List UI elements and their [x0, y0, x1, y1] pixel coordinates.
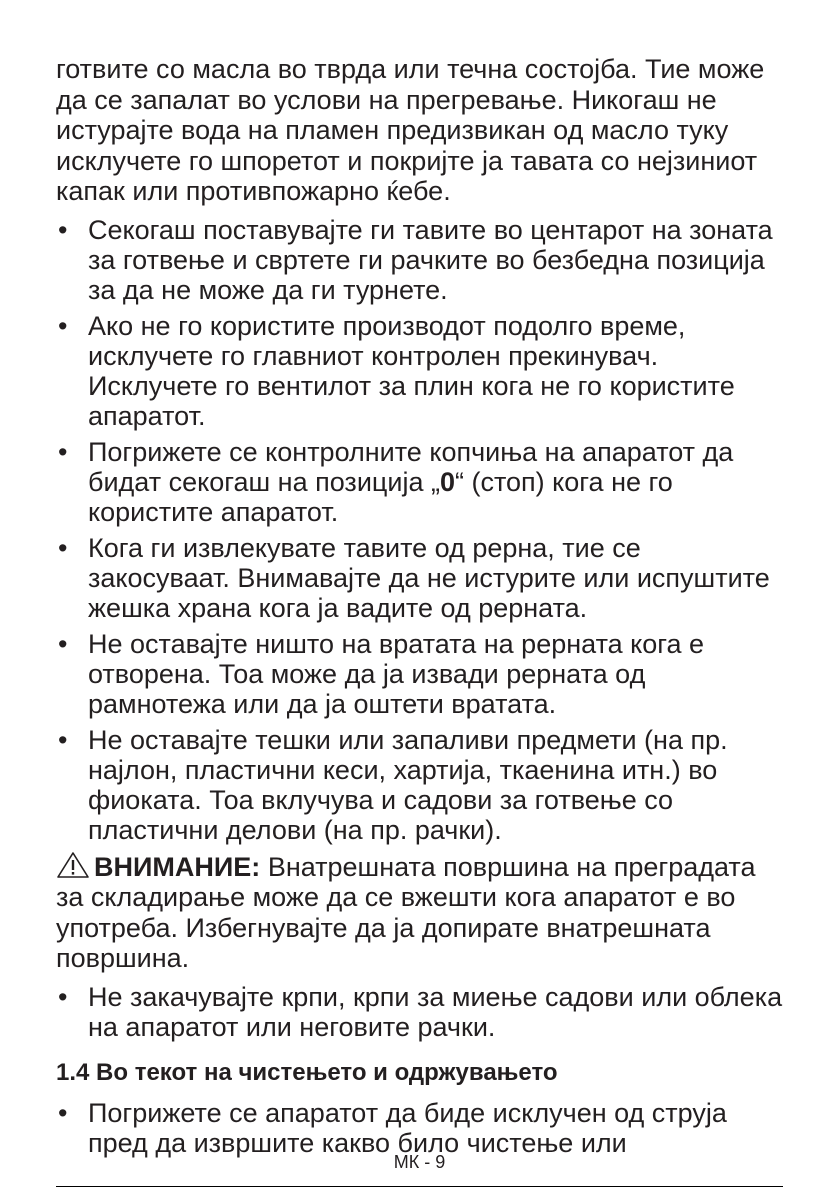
bullet-list-3	[56, 1098, 784, 1158]
list-item: • Погрижете се апаратот да биде исклучен од струја пред да извршите какво било чистење или	[58, 1097, 727, 1158]
intro-paragraph: готвите со масла во тврда или течна состојба. Тие може да се запалат во услови на прегревање. Никогаш не истурајте вода на пламен предизвикан од масло туку исклучете го шпоретот и покријте ја тавата со нејзиниот капак или противпожарно ќебе.	[56, 54, 765, 206]
warning-text: Внатрешната површина на преградата за складирање може да се вжешти кога апаратот е во употреба. Избегнувајте да ја допирате внатрешната површина.	[56, 851, 756, 973]
footer-rule	[56, 1186, 783, 1187]
warning-triangle-icon	[56, 851, 90, 879]
warning-title: ВНИМАНИЕ:	[94, 851, 261, 882]
bullet-dot: •	[58, 724, 68, 755]
list-item: • Погрижете се контролните копчиња на апаратот да бидат секогаш на позиција „0“ (стоп) кога не го користите апаратот.	[58, 436, 734, 527]
bullet-dot: •	[58, 310, 68, 341]
list-item: • Ако не го користите производот подолго време, исклучете го главниот контролен прекинувач. Исклучете го вентилот за плин кога не го користите апаратот.	[58, 310, 735, 431]
bullet-dot: •	[58, 981, 68, 1012]
section-heading: 1.4 Во текот на чистењето и одржувањето	[56, 1058, 558, 1086]
bullet-dot: •	[58, 532, 68, 563]
page-content	[56, 54, 784, 1164]
bullet-dot: •	[58, 436, 68, 467]
bullet-dot: •	[58, 1097, 68, 1128]
list-item: • Секогаш поставувајте ги тавите во центарот на зоната за готвење и свртете ги рачките во безбедна позиција за да не може да ги турнете.	[58, 214, 773, 305]
bullet-list-2	[56, 982, 784, 1042]
bullet-dot: •	[58, 214, 68, 245]
list-item: • Не оставајте ништо на вратата на рерната кога е отворена. Тоа може да ја извади рерната од рамнотежа или да ја оштети вратата.	[58, 628, 705, 719]
stop-position-value: 0	[439, 466, 455, 497]
page-number: МК - 9	[393, 1152, 446, 1172]
list-item: • Не закачувајте крпи, крпи за миење садови или облека на апаратот или неговите рачки.	[58, 981, 783, 1042]
list-item: • Кога ги извлекувате тавите од рерна, тие се закосуваат. Внимавајте да не истурите или испуштите жешка храна кога ја вадите од рерната.	[58, 532, 770, 623]
warning-paragraph	[56, 851, 784, 974]
bullet-dot: •	[58, 628, 68, 659]
bullet-list-1	[56, 215, 784, 845]
list-item: • Не оставајте тешки или запаливи предмети (на пр. најлон, пластични кеси, хартија, ткаенина итн.) во фиоката. Тоа вклучува и садови за готвење со пластични делови (на пр. рачки).	[58, 724, 728, 845]
